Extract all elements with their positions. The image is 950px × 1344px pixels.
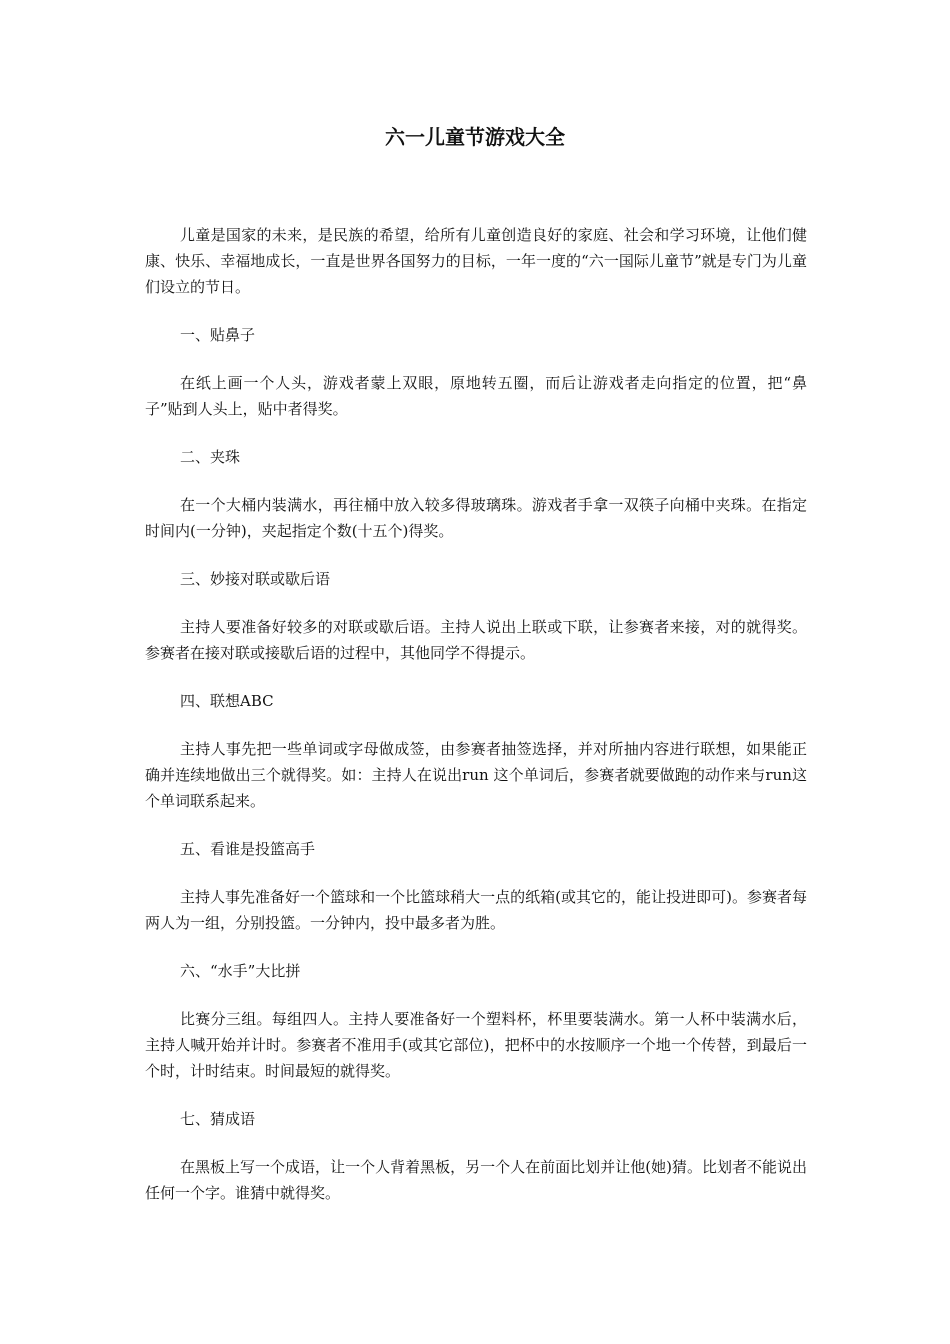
- section-heading-4: 四、联想ABC: [180, 692, 274, 710]
- section-body-5: 主持人事先准备好一个篮球和一个比篮球稍大一点的纸箱(或其它的，能让投进即可)。参赛者每两人为一组，分别投篮。一分钟内，投中最多者为胜。: [145, 888, 807, 932]
- section-heading-6: 六、“水手”大比拼: [180, 962, 301, 980]
- section-heading-3: 三、妙接对联或歇后语: [180, 570, 331, 588]
- document-body: [145, 222, 807, 1206]
- section-heading-5: 五、看谁是投篮高手: [180, 840, 316, 858]
- section-heading-2: 二、夹珠: [180, 448, 241, 466]
- section-body-7: 在黑板上写一个成语，让一个人背着黑板，另一个人在前面比划并让他(她)猜。比划者不能说出任何一个字。谁猜中就得奖。: [145, 1158, 807, 1202]
- document-title: 六一儿童节游戏大全: [385, 125, 565, 149]
- section-body-4: 主持人事先把一些单词或字母做成签，由参赛者抽签选择，并对所抽内容进行联想，如果能正确并连续地做出三个就得奖。如：主持人在说出run 这个单词后，参赛者就要做跑的动作来与run这个单词联系起来。: [145, 740, 807, 810]
- section-body-1: 在纸上画一个人头，游戏者蒙上双眼，原地转五圈，而后让游戏者走向指定的位置，把“鼻子”贴到人头上，贴中者得奖。: [145, 374, 807, 418]
- section-heading-7: 七、猜成语: [180, 1110, 256, 1128]
- section-body-3: 主持人要准备好较多的对联或歇后语。主持人说出上联或下联，让参赛者来接，对的就得奖。参赛者在接对联或接歇后语的过程中，其他同学不得提示。: [145, 618, 807, 662]
- section-heading-1: 一、贴鼻子: [180, 326, 256, 344]
- intro-paragraph: 儿童是国家的未来，是民族的希望，给所有儿童创造良好的家庭、社会和学习环境，让他们健康、快乐、幸福地成长，一直是世界各国努力的目标，一年一度的“六一国际儿童节”就是专门为儿童们设立的节日。: [145, 226, 807, 296]
- section-body-2: 在一个大桶内装满水，再往桶中放入较多得玻璃珠。游戏者手拿一双筷子向桶中夹珠。在指定时间内(一分钟)，夹起指定个数(十五个)得奖。: [145, 496, 807, 540]
- section-body-6: 比赛分三组。每组四人。主持人要准备好一个塑料杯，杯里要装满水。第一人杯中装满水后，主持人喊开始并计时。参赛者不准用手(或其它部位)，把杯中的水按顺序一个地一个传替，到最后一个时，计时结束。时间最短的就得奖。: [145, 1010, 807, 1080]
